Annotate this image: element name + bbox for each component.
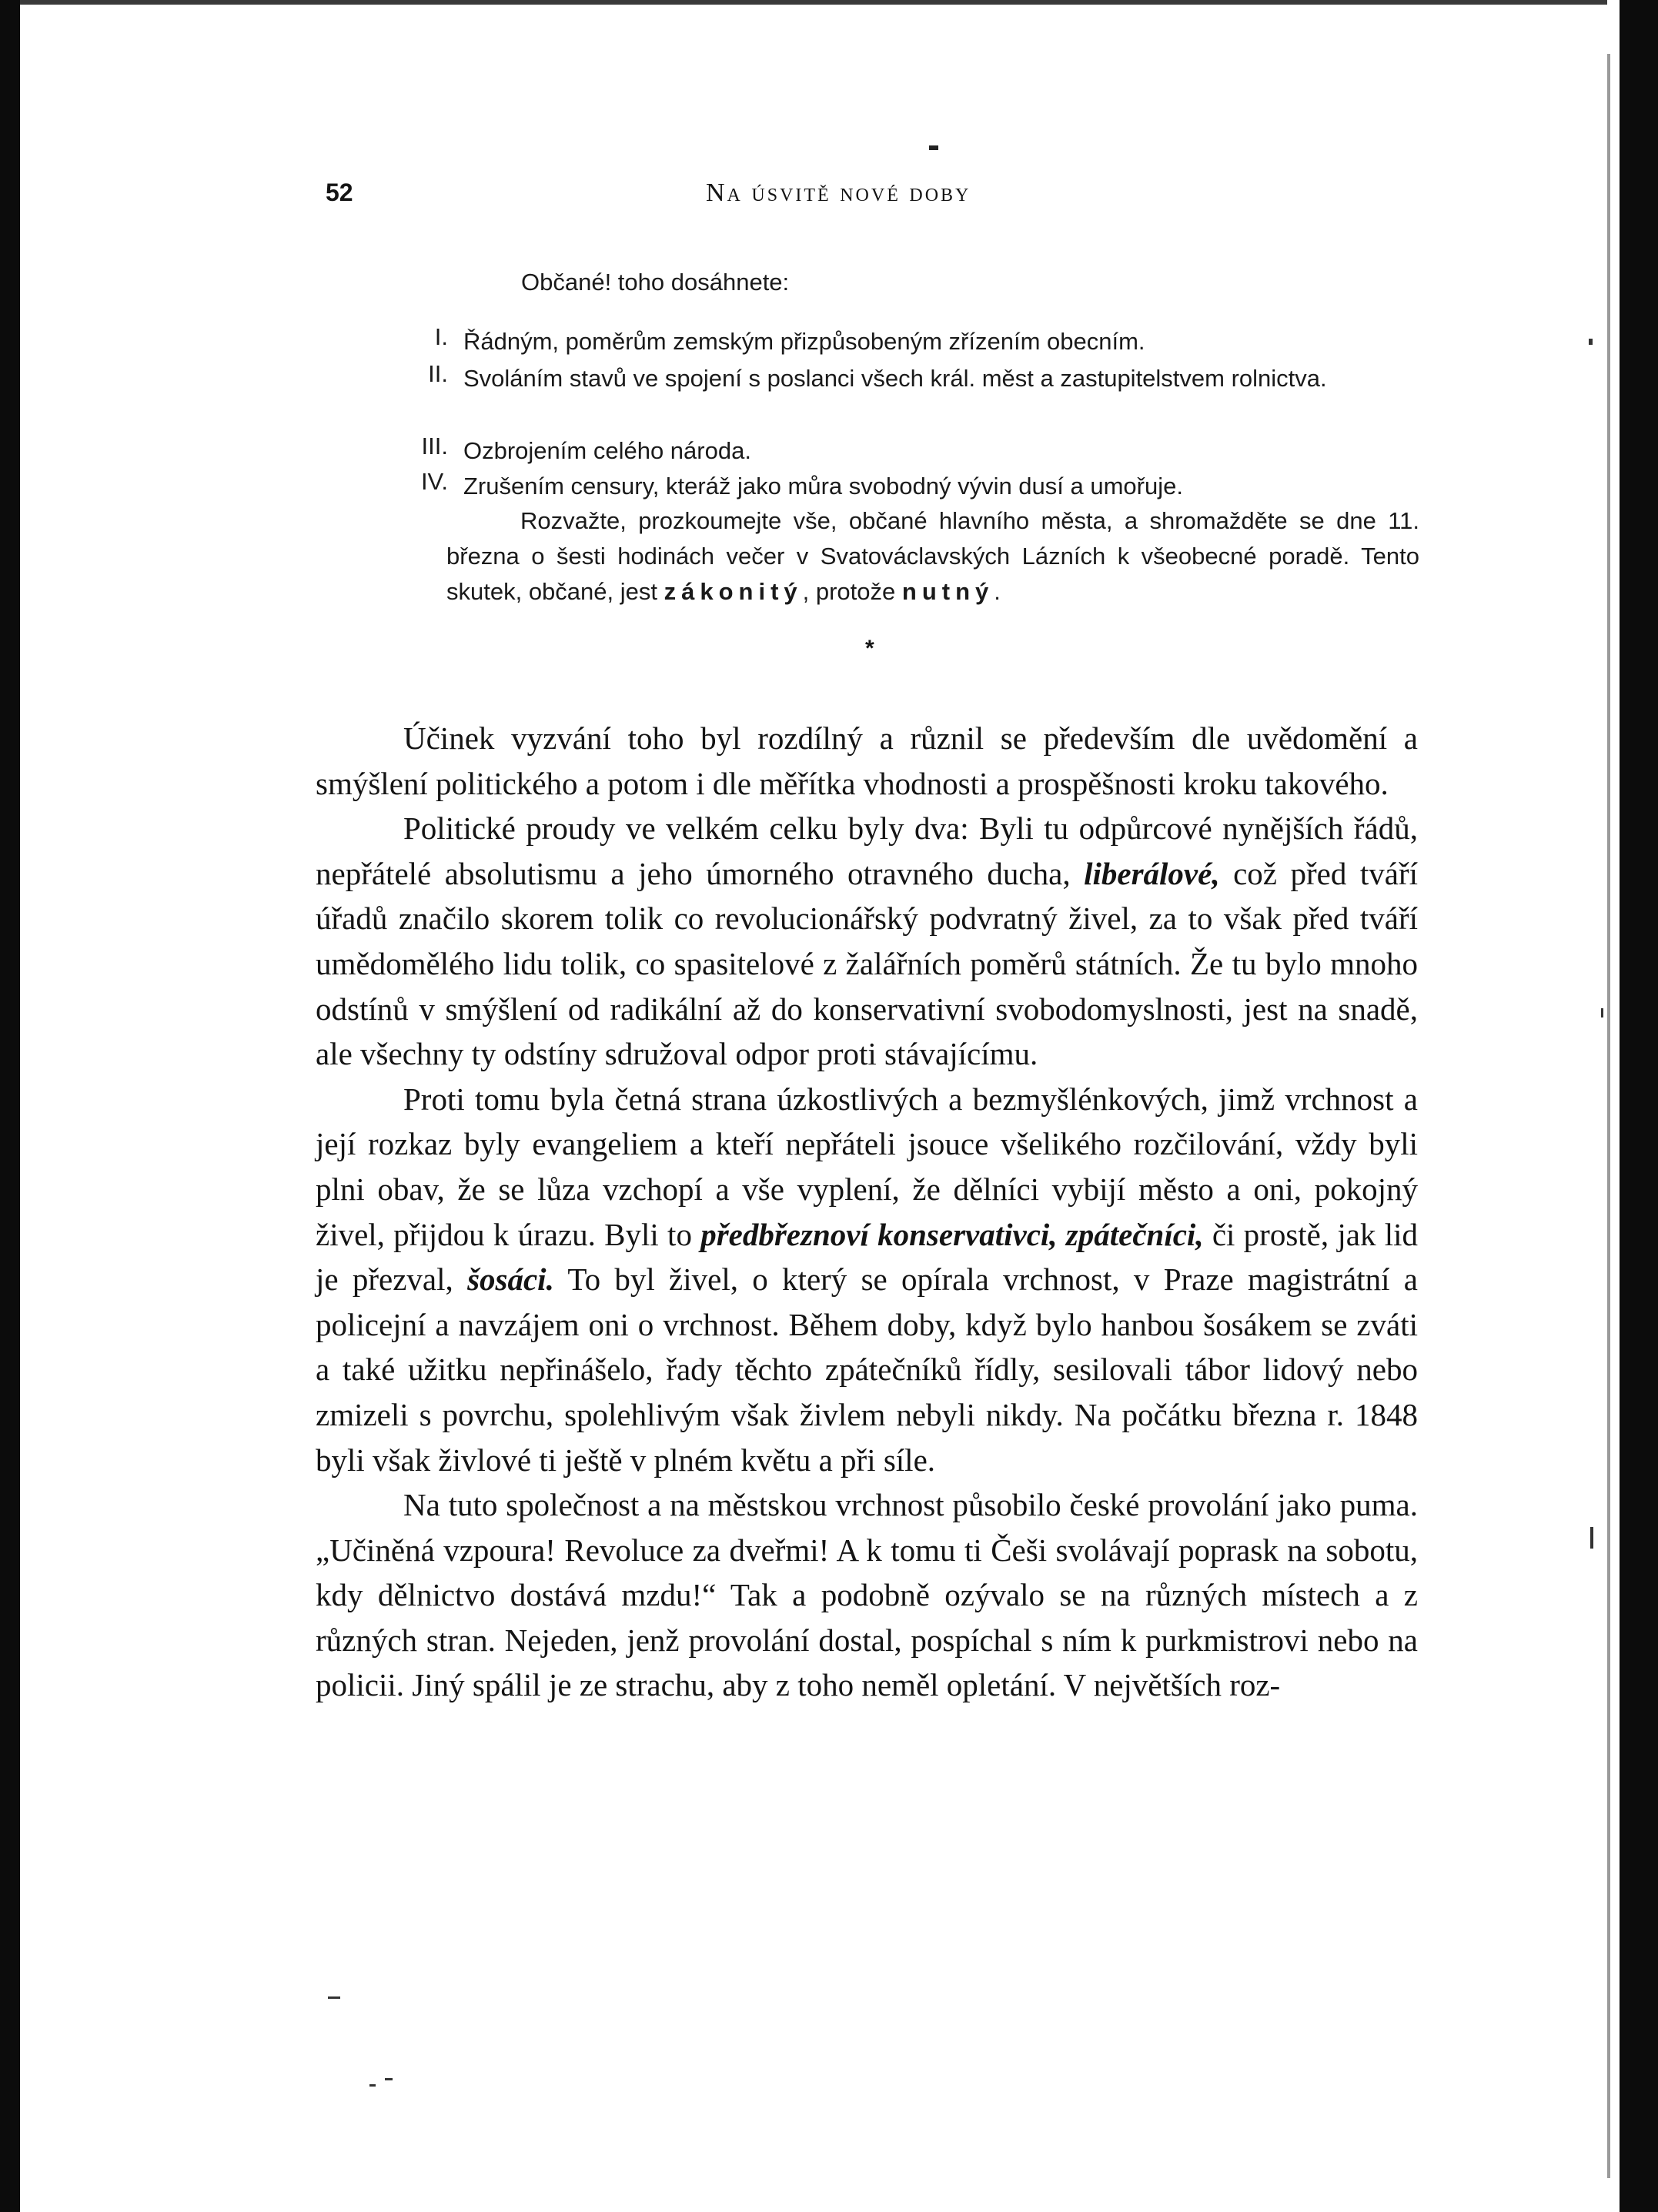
italic-term: liberálové,	[1084, 855, 1220, 891]
stray-mark	[1589, 339, 1593, 345]
stray-mark	[369, 2084, 376, 2087]
proclamation-intro: Občané! toho dosáhnete:	[521, 269, 790, 296]
paragraph-text: Politické proudy ve velkém celku byly dva: Byli tu odpůrcové nynějších řádů, nepřátelé absolutismu a jeho úmorného otravného ducha,	[316, 810, 1418, 891]
paragraph-text: Proti tomu byla četná strana úzkostlivých a bezmyšlénkových, jimž vrchnost a její rozkaz byly evangeliem a kteří nepřáteli jsouce všelikého rozčilování, vždy byli plni obav, že se lůza vzchopí a vše vyplení, že dělníci vybijí město a oni, pokojný živel, přijdou k úrazu. Byli to	[316, 1081, 1418, 1252]
paragraph-text: To byl živel, o který se opírala vrchnost, v Praze magistrátní a policejní a navzájem oni o vrchnost. Během doby, když bylo hanbou šosákem se zváti a také užitku nepřinášelo, řady těchto zpátečníků řídly, sesilovali tábor lidový nebo zmizeli s povrchu, spolehlivým však živlem nebyli nikdy. Na počátku března r. 1848 byli však živlové ti ještě v plném květu a při síle.	[316, 1261, 1419, 1478]
paragraph-3	[316, 1077, 1418, 1482]
closing-emphasis-lawful: zákonitý	[664, 578, 803, 605]
proclamation-item-text: Řádným, poměrům zemským přizpůsobeným zřízením obecním.	[463, 328, 1145, 355]
proclamation-item-number: IV.	[420, 468, 448, 495]
header-dot-mark	[929, 145, 938, 150]
paragraph-text: či prostě, jak lid je přezval,	[316, 1216, 1418, 1298]
italic-term: předbřeznoví konservativci, zpátečníci,	[700, 1216, 1204, 1252]
stray-mark	[328, 1996, 340, 1999]
closing-emphasis-necessary: nutný	[901, 578, 994, 605]
proclamation-item-number: I.	[434, 323, 448, 350]
proclamation-closing	[446, 503, 1419, 610]
body-text	[316, 716, 1418, 1708]
paragraph-4: Na tuto společnost a na městskou vrchnost působilo české provolání jako puma. „Učiněná vzpoura! Revoluce za dveřmi! A k tomu ti Češi svolávají poprask na sobotu, kdy dělnictvo dostává mzdu!“ Tak a podobně ozývalo se na různých místech a z různých stran. Nejeden, jenž provolání dostal, pospíchal s ním k purkmistrovi nebo na policii. Jiný spálil je ze strachu, aby z toho neměl opletání. V největších roz-	[316, 1487, 1418, 1703]
paragraph-2	[316, 806, 1418, 1077]
scan-top-edge	[20, 0, 1607, 5]
proclamation-item-number: III.	[421, 433, 448, 459]
closing-text: Rozvažte, prozkoumejte vše, občané hlavního města, a shromažděte se dne 11. března o šesti hodinách večer v Svatováclavských Lázních k všeobecné poradě. Tento skutek, občané, jest	[446, 507, 1419, 605]
paragraph-text: což před tváří úřadů značilo skorem tolik co revolucionářský podvratný živel, za to však před tváří umědomělého lidu tolik, co spasitelové z žalářních poměrů státních. Že tu bylo mnoho odstínů v smýšlení od radikální až do konservativní svobodomyslnosti, jest na snadě, ale všechny ty odstíny sdružoval odpor proti stávajícímu.	[316, 855, 1418, 1072]
closing-text: , protože	[802, 578, 902, 605]
paragraph-1: Účinek vyzvání toho byl rozdílný a různil se především dle uvědomění a smýšlení politického a potom i dle měřítka vhodnosti a prospěšnosti kroku takového.	[316, 720, 1418, 801]
italic-term: šosáci.	[467, 1261, 554, 1298]
proclamation-item-number: II.	[428, 360, 448, 387]
section-separator: *	[865, 636, 874, 661]
stray-mark	[1590, 1527, 1593, 1549]
scan-right-border	[1620, 0, 1658, 2212]
stray-mark	[1601, 1008, 1603, 1017]
scan-left-border	[0, 0, 20, 2212]
stray-mark	[385, 2078, 393, 2080]
proclamation-item-text: Zrušením censury, kteráž jako můra svobodný vývin dusí a umořuje.	[463, 473, 1183, 500]
page-number: 52	[326, 179, 353, 206]
page-edge-line	[1607, 54, 1610, 2178]
running-head: Na úsvitě nové doby	[706, 179, 971, 207]
proclamation-item-text: Ozbrojením celého národa.	[463, 437, 751, 464]
proclamation-item-text: Svoláním stavů ve spojení s poslanci všech král. měst a zastupitelstvem rolnictva.	[463, 365, 1327, 392]
closing-text: .	[994, 578, 1001, 605]
